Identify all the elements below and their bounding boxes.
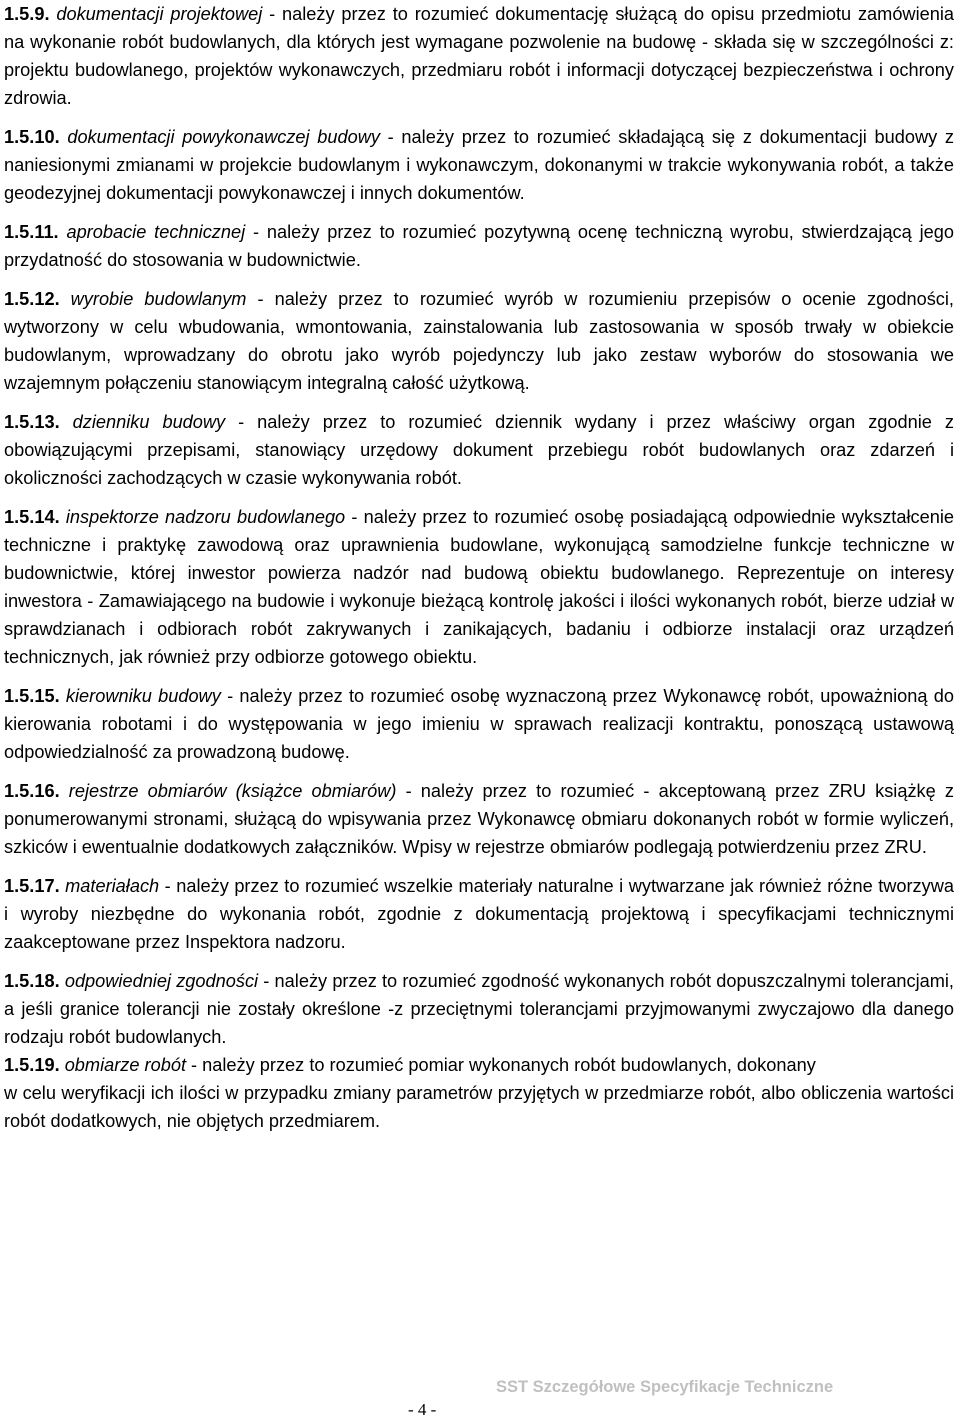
definition-1-5-16 bbox=[4, 777, 954, 861]
definition-text: - należy przez to rozumieć pomiar wykonanych robót budowlanych, dokonany bbox=[186, 1055, 816, 1075]
definition-term: odpowiedniej zgodności bbox=[64, 971, 259, 991]
footer-title: SST Szczegółowe Specyfikacje Techniczne bbox=[496, 1378, 834, 1396]
definition-1-5-19 bbox=[4, 1051, 954, 1135]
definition-term: wyrobie budowlanym bbox=[70, 289, 247, 309]
definition-1-5-12 bbox=[4, 285, 954, 397]
definition-term: kierowniku budowy bbox=[65, 686, 221, 706]
definition-term: rejestrze obmiarów (książce obmiarów) bbox=[68, 781, 397, 801]
definition-text: - należy przez to rozumieć osobę wyznaczoną przez Wykonawcę robót, upoważnioną do kierowania robotami i do występowania w jego imieniu w sprawach realizacji kontraktu, ponoszącą ustawową odpowiedzialność za prowadzoną budowę. bbox=[4, 686, 954, 762]
definition-number: 1.5.14. bbox=[4, 507, 60, 527]
definition-text: - należy przez to rozumieć składającą się z dokumentacji budowy z naniesionymi zmianami w projekcie budowlanym i wykonawczym, dokonanymi w trakcie wykonywania robót, a także geodezyjnej dokumentacji powykonawczej i innych dokumentów. bbox=[4, 127, 954, 203]
definition-number: 1.5.16. bbox=[4, 781, 60, 801]
definition-number: 1.5.9. bbox=[4, 4, 50, 24]
definition-number: 1.5.12. bbox=[4, 289, 60, 309]
definition-text: - należy przez to rozumieć - akceptowaną przez ZRU książkę z ponumerowanymi stronami, służącą do wpisywania przez Wykonawcę obmiaru dokonanych robót w formie wyliczeń, szkiców i ewentualnie dodatkowych załączników. Wpisy w rejestrze obmiarów podlegają potwierdzeniu przez ZRU. bbox=[4, 781, 955, 857]
definition-1-5-18 bbox=[4, 967, 954, 1051]
definition-number: 1.5.15. bbox=[4, 686, 60, 706]
definition-term: dokumentacji projektowej bbox=[56, 4, 263, 24]
definition-number: 1.5.11. bbox=[4, 222, 59, 242]
definition-term: obmiarze robót bbox=[64, 1055, 186, 1075]
definition-term: dokumentacji powykonawczej budowy bbox=[67, 127, 380, 147]
definition-term: aprobacie technicznej bbox=[66, 222, 246, 242]
definition-text: - należy przez to rozumieć pozytywną ocenę techniczną wyrobu, stwierdzającą jego przydatność do stosowania w budownictwie. bbox=[4, 222, 954, 270]
definition-text: - należy przez to rozumieć osobę posiadającą odpowiednie wykształcenie techniczne i praktykę zawodową oraz uprawnienia budowlane, wykonującą samodzielne funkcje techniczne w budownictwie, której inwestor powierza nadzór nad budową obiektu budowlanego. Reprezentuje on interesy inwestora - Zamawiającego na budowie i wykonuje bieżącą kontrolę jakości i ilości wykonanych robót, bierze udział w sprawdzianach i odbiorach robót zakrywanych i zanikających, badaniu i odbiorze instalacji oraz urządzeń technicznych, jak również przy odbiorze gotowego obiektu. bbox=[4, 507, 954, 667]
definition-1-5-9 bbox=[4, 0, 954, 112]
definition-1-5-14 bbox=[4, 503, 954, 671]
definition-term: inspektorze nadzoru budowlanego bbox=[65, 507, 346, 527]
definition-number: 1.5.19. bbox=[4, 1055, 60, 1075]
definition-1-5-10 bbox=[4, 123, 954, 207]
document-body bbox=[4, 0, 954, 1135]
definition-term: dzienniku budowy bbox=[72, 412, 226, 432]
definition-number: 1.5.17. bbox=[4, 876, 60, 896]
definition-number: 1.5.10. bbox=[4, 127, 60, 147]
definition-continuation: w celu weryfikacji ich ilości w przypadku zmiany parametrów przyjętych w przedmiarze robót, albo obliczenia wartości robót dodatkowych, nie objętych przedmiarem. bbox=[4, 1083, 954, 1131]
definition-term: materiałach bbox=[65, 876, 160, 896]
definition-text: - należy przez to rozumieć dziennik wydany i przez właściwy organ zgodnie z obowiązującymi przepisami, stanowiący urzędowy dokument przebiegu robót budowlanych oraz zdarzeń i okoliczności zachodzących w czasie wykonywania robót. bbox=[4, 412, 954, 488]
definition-text: - należy przez to rozumieć dokumentację służącą do opisu przedmiotu zamówienia na wykonanie robót budowlanych, dla których jest wymagane pozwolenie na budowę - składa się w szczególności z: projektu budowlanego, projektów wykonawczych, przedmiaru robót i informacji dotyczącej bezpieczeństwa i ochrony zdrowia. bbox=[4, 4, 954, 108]
page-number: - 4 - bbox=[408, 1400, 437, 1419]
definition-number: 1.5.18. bbox=[4, 971, 60, 991]
definition-1-5-15 bbox=[4, 682, 954, 766]
definition-text: - należy przez to rozumieć wszelkie materiały naturalne i wytwarzane jak również różne tworzywa i wyroby niezbędne do wykonania robót, zgodnie z dokumentacją projektową i specyfikacjami technicznymi zaakceptowane przez Inspektora nadzoru. bbox=[4, 876, 954, 952]
definition-1-5-13 bbox=[4, 408, 954, 492]
definition-text: - należy przez to rozumieć zgodność wykonanych robót dopuszczalnymi tolerancjami, a jeśli granice tolerancji nie zostały określone -z przeciętnymi tolerancjami przyjmowanymi zwyczajowo dla danego rodzaju robót budowlanych. bbox=[4, 971, 954, 1047]
definition-1-5-11 bbox=[4, 218, 954, 274]
definition-1-5-17 bbox=[4, 872, 954, 956]
definition-number: 1.5.13. bbox=[4, 412, 60, 432]
definition-text: - należy przez to rozumieć wyrób w rozumieniu przepisów o ocenie zgodności, wytworzony w celu wbudowania, wmontowania, zainstalowania lub zastosowania w sposób trwały w obiekcie budowlanym, wprowadzany do obrotu jako wyrób pojedynczy lub jako zestaw wyborów do stosowania we wzajemnym połączeniu stanowiącym integralną całość użytkową. bbox=[4, 289, 954, 393]
